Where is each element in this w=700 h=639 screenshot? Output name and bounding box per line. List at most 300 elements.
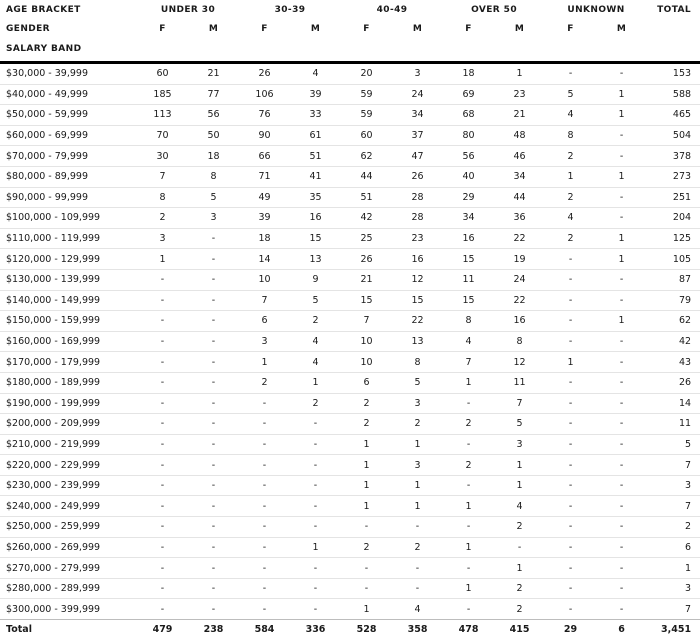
value-cell: - xyxy=(568,253,573,265)
value-cell: 30 xyxy=(156,150,169,162)
gender-header: M xyxy=(310,23,321,34)
value-cell: 18 xyxy=(207,150,220,162)
value-cell: 24 xyxy=(513,274,526,286)
row-total-cell: 2 xyxy=(685,521,692,533)
value-cell: 10 xyxy=(258,274,271,286)
row-total-cell: 43 xyxy=(678,356,692,368)
total-cell: 29 xyxy=(563,624,578,636)
value-cell: - xyxy=(568,377,573,389)
value-cell: 51 xyxy=(309,150,322,162)
salary-band-cell: $230,000 - 239,999 xyxy=(6,480,101,492)
value-cell: - xyxy=(619,191,624,203)
value-cell: 28 xyxy=(411,212,424,224)
value-cell: 2 xyxy=(414,541,421,553)
value-cell: 2 xyxy=(363,418,370,430)
salary-band-cell: $140,000 - 149,999 xyxy=(6,294,101,306)
table-row xyxy=(0,208,700,229)
value-cell: 5 xyxy=(210,191,217,203)
value-cell: 21 xyxy=(513,109,526,121)
total-cell: 6 xyxy=(618,624,625,636)
value-cell: 77 xyxy=(207,88,220,100)
value-cell: - xyxy=(262,562,267,574)
salary-band-cell: $150,000 - 159,999 xyxy=(6,315,101,327)
value-cell: 34 xyxy=(411,109,424,121)
value-cell: - xyxy=(262,521,267,533)
value-cell: - xyxy=(211,480,216,492)
value-cell: 39 xyxy=(309,88,322,100)
value-cell: 7 xyxy=(363,315,370,327)
value-cell: - xyxy=(313,418,318,430)
age-bracket-header-row xyxy=(0,0,700,20)
value-cell: - xyxy=(160,480,165,492)
table-body xyxy=(0,63,700,620)
group-under-30: UNDER 30 xyxy=(160,5,216,15)
value-cell: 4 xyxy=(465,336,472,348)
value-cell: - xyxy=(619,438,624,450)
value-cell: - xyxy=(364,583,369,595)
salary-band-cell: $250,000 - 259,999 xyxy=(6,521,101,533)
row-total-cell: 7 xyxy=(685,459,692,471)
value-cell: - xyxy=(211,603,216,615)
value-cell: 1 xyxy=(516,562,523,574)
value-cell: 1 xyxy=(414,438,421,450)
value-cell: 46 xyxy=(513,150,526,162)
value-cell: - xyxy=(211,253,216,265)
value-cell: 25 xyxy=(360,233,373,245)
value-cell: 66 xyxy=(258,150,271,162)
value-cell: 1 xyxy=(618,233,625,245)
value-cell: 6 xyxy=(363,377,370,389)
table-row xyxy=(0,269,700,290)
total-cell: 336 xyxy=(305,624,326,636)
value-cell: - xyxy=(568,397,573,409)
value-cell: - xyxy=(313,500,318,512)
value-cell: 71 xyxy=(258,171,271,183)
value-cell: - xyxy=(619,212,624,224)
value-cell: 36 xyxy=(513,212,526,224)
salary-band-cell: $300,000 - 399,999 xyxy=(6,603,101,615)
value-cell: 10 xyxy=(360,336,373,348)
value-cell: 1 xyxy=(618,171,625,183)
group-unknown: UNKNOWN xyxy=(567,5,625,15)
value-cell: - xyxy=(160,603,165,615)
value-cell: - xyxy=(619,130,624,142)
value-cell: 60 xyxy=(360,130,373,142)
value-cell: 1 xyxy=(312,541,319,553)
value-cell: - xyxy=(211,397,216,409)
value-cell: 7 xyxy=(159,171,166,183)
value-cell: - xyxy=(364,562,369,574)
value-cell: 3 xyxy=(261,336,268,348)
salary-band-cell: $80,000 - 89,999 xyxy=(6,171,88,183)
value-cell: 3 xyxy=(414,68,421,80)
value-cell: 2 xyxy=(159,212,166,224)
salary-band-cell: $50,000 - 59,999 xyxy=(6,109,88,121)
gender-header: F xyxy=(465,23,472,34)
row-total-cell: 79 xyxy=(678,294,692,306)
value-cell: 50 xyxy=(207,130,220,142)
table-row xyxy=(0,84,700,105)
value-cell: 48 xyxy=(513,130,526,142)
age-bracket-label: AGE BRACKET xyxy=(6,5,81,15)
value-cell: - xyxy=(262,418,267,430)
table-row xyxy=(0,125,700,146)
value-cell: 1 xyxy=(618,109,625,121)
value-cell: 8 xyxy=(465,315,472,327)
value-cell: - xyxy=(568,541,573,553)
value-cell: 26 xyxy=(258,68,271,80)
group-40-49: 40-49 xyxy=(376,5,408,15)
value-cell: - xyxy=(568,500,573,512)
value-cell: - xyxy=(466,562,471,574)
value-cell: - xyxy=(160,459,165,471)
value-cell: - xyxy=(313,438,318,450)
value-cell: 2 xyxy=(414,418,421,430)
table-row xyxy=(0,352,700,373)
row-total-cell: 378 xyxy=(672,150,692,162)
value-cell: - xyxy=(619,356,624,368)
value-cell: 2 xyxy=(567,150,574,162)
row-total-cell: 87 xyxy=(678,274,692,286)
value-cell: 4 xyxy=(312,336,319,348)
value-cell: - xyxy=(211,233,216,245)
value-cell: 70 xyxy=(156,130,169,142)
value-cell: - xyxy=(364,521,369,533)
group-over-50: OVER 50 xyxy=(471,5,517,15)
value-cell: - xyxy=(568,315,573,327)
value-cell: 23 xyxy=(411,233,424,245)
row-total-cell: 125 xyxy=(672,233,692,245)
value-cell: 15 xyxy=(360,294,373,306)
value-cell: - xyxy=(160,274,165,286)
value-cell: - xyxy=(211,274,216,286)
value-cell: - xyxy=(211,459,216,471)
salary-band-cell: $180,000 - 189,999 xyxy=(6,377,101,389)
value-cell: 20 xyxy=(360,68,373,80)
value-cell: 1 xyxy=(618,315,625,327)
value-cell: 1 xyxy=(516,68,523,80)
value-cell: 29 xyxy=(462,191,475,203)
value-cell: 4 xyxy=(567,109,574,121)
value-cell: 1 xyxy=(465,583,472,595)
value-cell: - xyxy=(160,377,165,389)
gender-header: F xyxy=(261,23,268,34)
table-row xyxy=(0,166,700,187)
table-row xyxy=(0,290,700,311)
value-cell: - xyxy=(619,68,624,80)
value-cell: 18 xyxy=(258,233,271,245)
value-cell: - xyxy=(160,356,165,368)
value-cell: - xyxy=(211,356,216,368)
gender-label: GENDER xyxy=(6,23,51,34)
value-cell: - xyxy=(619,418,624,430)
value-cell: 11 xyxy=(513,377,526,389)
row-total-cell: 273 xyxy=(672,171,692,183)
value-cell: - xyxy=(568,583,573,595)
table-row xyxy=(0,578,700,599)
value-cell: 16 xyxy=(309,212,322,224)
value-cell: 1 xyxy=(159,253,166,265)
value-cell: - xyxy=(160,541,165,553)
salary-band-header-row xyxy=(0,37,700,63)
total-cell: 479 xyxy=(152,624,173,636)
salary-band-cell: $260,000 - 269,999 xyxy=(6,541,101,553)
value-cell: - xyxy=(619,294,624,306)
row-total-cell: 3 xyxy=(685,583,692,595)
value-cell: 90 xyxy=(258,130,271,142)
value-cell: 1 xyxy=(618,88,625,100)
value-cell: 1 xyxy=(261,356,268,368)
value-cell: - xyxy=(568,562,573,574)
value-cell: 1 xyxy=(363,459,370,471)
value-cell: - xyxy=(568,274,573,286)
value-cell: 9 xyxy=(312,274,319,286)
value-cell: - xyxy=(415,521,420,533)
total-cell: 238 xyxy=(203,624,224,636)
value-cell: 2 xyxy=(465,418,472,430)
value-cell: 60 xyxy=(156,68,169,80)
value-cell: - xyxy=(619,583,624,595)
value-cell: 2 xyxy=(516,603,523,615)
value-cell: 2 xyxy=(516,583,523,595)
gender-header: F xyxy=(159,23,166,34)
value-cell: 185 xyxy=(153,88,172,100)
salary-band-cell: $90,000 - 99,999 xyxy=(6,191,88,203)
salary-band-cell: $110,000 - 119,999 xyxy=(6,233,101,245)
value-cell: 1 xyxy=(312,377,319,389)
value-cell: - xyxy=(415,562,420,574)
value-cell: 59 xyxy=(360,88,373,100)
value-cell: - xyxy=(517,541,522,553)
value-cell: - xyxy=(160,315,165,327)
value-cell: 49 xyxy=(258,191,271,203)
value-cell: - xyxy=(211,315,216,327)
value-cell: 4 xyxy=(414,603,421,615)
value-cell: - xyxy=(313,480,318,492)
value-cell: - xyxy=(415,583,420,595)
row-total-cell: 42 xyxy=(678,336,692,348)
total-cell: 478 xyxy=(458,624,479,636)
value-cell: 2 xyxy=(363,397,370,409)
value-cell: 2 xyxy=(465,459,472,471)
value-cell: 18 xyxy=(462,68,475,80)
value-cell: 41 xyxy=(309,171,322,183)
value-cell: 7 xyxy=(516,397,523,409)
empty-cell xyxy=(647,20,700,37)
table-row xyxy=(0,517,700,538)
value-cell: 76 xyxy=(258,109,271,121)
value-cell: - xyxy=(262,480,267,492)
value-cell: 5 xyxy=(312,294,319,306)
salary-band-cell: $210,000 - 219,999 xyxy=(6,438,101,450)
value-cell: 8 xyxy=(567,130,574,142)
value-cell: - xyxy=(160,438,165,450)
value-cell: 61 xyxy=(309,130,322,142)
row-total-cell: 11 xyxy=(678,418,692,430)
salary-band-label: SALARY BAND xyxy=(0,37,700,63)
value-cell: 6 xyxy=(261,315,268,327)
value-cell: 1 xyxy=(363,500,370,512)
value-cell: 2 xyxy=(363,541,370,553)
row-total-cell: 62 xyxy=(678,315,692,327)
row-total-cell: 465 xyxy=(672,109,692,121)
value-cell: 44 xyxy=(360,171,373,183)
value-cell: 2 xyxy=(567,233,574,245)
grand-total: 3,451 xyxy=(661,624,692,636)
value-cell: - xyxy=(262,438,267,450)
value-cell: - xyxy=(160,397,165,409)
value-cell: 1 xyxy=(414,480,421,492)
value-cell: - xyxy=(160,336,165,348)
value-cell: 10 xyxy=(360,356,373,368)
total-row-label: Total xyxy=(6,624,32,636)
value-cell: - xyxy=(619,603,624,615)
value-cell: 4 xyxy=(567,212,574,224)
value-cell: - xyxy=(262,459,267,471)
value-cell: - xyxy=(211,500,216,512)
value-cell: 1 xyxy=(465,541,472,553)
value-cell: - xyxy=(160,294,165,306)
table-row xyxy=(0,434,700,455)
value-cell: - xyxy=(619,562,624,574)
value-cell: - xyxy=(568,438,573,450)
value-cell: - xyxy=(619,480,624,492)
value-cell: 15 xyxy=(411,294,424,306)
value-cell: - xyxy=(568,521,573,533)
value-cell: 40 xyxy=(462,171,475,183)
value-cell: 4 xyxy=(312,68,319,80)
value-cell: 4 xyxy=(516,500,523,512)
row-total-cell: 26 xyxy=(678,377,692,389)
value-cell: 2 xyxy=(567,191,574,203)
value-cell: 16 xyxy=(513,315,526,327)
value-cell: 1 xyxy=(516,459,523,471)
value-cell: - xyxy=(211,583,216,595)
value-cell: 16 xyxy=(462,233,475,245)
value-cell: 1 xyxy=(363,480,370,492)
value-cell: - xyxy=(466,480,471,492)
value-cell: 1 xyxy=(516,480,523,492)
value-cell: - xyxy=(619,336,624,348)
table-row xyxy=(0,105,700,126)
value-cell: - xyxy=(619,521,624,533)
value-cell: 2 xyxy=(261,377,268,389)
gender-header: M xyxy=(616,23,627,34)
value-cell: - xyxy=(568,459,573,471)
table-row xyxy=(0,63,700,85)
table-row xyxy=(0,311,700,332)
value-cell: - xyxy=(313,603,318,615)
value-cell: 8 xyxy=(159,191,166,203)
value-cell: 39 xyxy=(258,212,271,224)
value-cell: 1 xyxy=(363,438,370,450)
row-total-cell: 105 xyxy=(672,253,692,265)
gender-header: M xyxy=(208,23,219,34)
value-cell: 80 xyxy=(462,130,475,142)
value-cell: 8 xyxy=(516,336,523,348)
value-cell: 2 xyxy=(516,521,523,533)
value-cell: - xyxy=(160,521,165,533)
gender-header: F xyxy=(567,23,574,34)
total-row xyxy=(0,620,700,639)
value-cell: - xyxy=(160,583,165,595)
table-row xyxy=(0,599,700,620)
value-cell: - xyxy=(568,294,573,306)
gender-header: F xyxy=(363,23,370,34)
table-row xyxy=(0,414,700,435)
value-cell: - xyxy=(568,603,573,615)
value-cell: 7 xyxy=(261,294,268,306)
value-cell: 12 xyxy=(411,274,424,286)
value-cell: - xyxy=(619,459,624,471)
value-cell: 12 xyxy=(513,356,526,368)
value-cell: 5 xyxy=(516,418,523,430)
value-cell: - xyxy=(619,541,624,553)
value-cell: 3 xyxy=(414,397,421,409)
value-cell: - xyxy=(568,68,573,80)
value-cell: 51 xyxy=(360,191,373,203)
value-cell: 21 xyxy=(360,274,373,286)
value-cell: 42 xyxy=(360,212,373,224)
value-cell: 22 xyxy=(411,315,424,327)
table-row xyxy=(0,455,700,476)
value-cell: - xyxy=(262,397,267,409)
gender-header: M xyxy=(412,23,423,34)
table-row xyxy=(0,537,700,558)
value-cell: - xyxy=(313,583,318,595)
value-cell: 3 xyxy=(414,459,421,471)
salary-band-cell: $170,000 - 179,999 xyxy=(6,356,101,368)
value-cell: 1 xyxy=(465,500,472,512)
total-header: TOTAL xyxy=(657,5,692,15)
row-total-cell: 14 xyxy=(678,397,692,409)
value-cell: - xyxy=(313,562,318,574)
value-cell: 2 xyxy=(312,397,319,409)
table-row xyxy=(0,496,700,517)
value-cell: 16 xyxy=(411,253,424,265)
table-row xyxy=(0,372,700,393)
salary-band-cell: $200,000 - 209,999 xyxy=(6,418,101,430)
value-cell: 22 xyxy=(513,294,526,306)
value-cell: - xyxy=(619,397,624,409)
gender-header-row xyxy=(0,20,700,37)
salary-band-cell: $30,000 - 39,999 xyxy=(6,68,88,80)
value-cell: - xyxy=(262,583,267,595)
salary-band-cell: $130,000 - 139,999 xyxy=(6,274,101,286)
row-total-cell: 6 xyxy=(685,541,692,553)
value-cell: - xyxy=(211,377,216,389)
value-cell: - xyxy=(313,521,318,533)
salary-band-cell: $220,000 - 229,999 xyxy=(6,459,101,471)
value-cell: 1 xyxy=(363,603,370,615)
value-cell: - xyxy=(211,336,216,348)
table-row xyxy=(0,228,700,249)
value-cell: 33 xyxy=(309,109,322,121)
value-cell: - xyxy=(262,603,267,615)
value-cell: 68 xyxy=(462,109,475,121)
value-cell: - xyxy=(466,397,471,409)
salary-band-cell: $160,000 - 169,999 xyxy=(6,336,101,348)
value-cell: 14 xyxy=(258,253,271,265)
value-cell: - xyxy=(262,500,267,512)
salary-band-cell: $40,000 - 49,999 xyxy=(6,88,88,100)
value-cell: 3 xyxy=(210,212,217,224)
salary-band-cell: $270,000 - 279,999 xyxy=(6,562,101,574)
value-cell: 24 xyxy=(411,88,424,100)
value-cell: 5 xyxy=(567,88,574,100)
row-total-cell: 504 xyxy=(672,130,692,142)
value-cell: 56 xyxy=(207,109,220,121)
